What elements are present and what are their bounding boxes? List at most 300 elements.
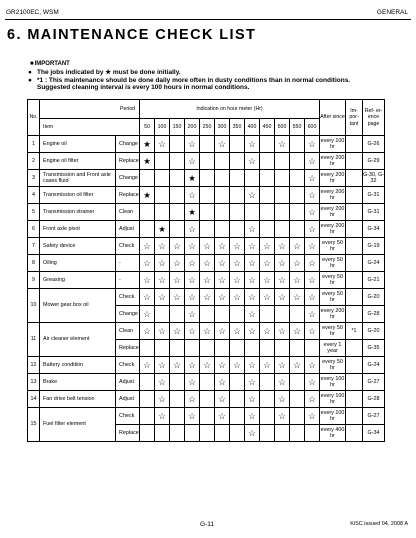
empty-cell [140,425,155,442]
important-note [346,306,363,323]
check-star-icon: ☆ [305,136,320,153]
important-note [346,255,363,272]
check-star-icon: ☆ [185,136,200,153]
table-row [28,255,385,272]
empty-cell [305,340,320,357]
important-note [346,289,363,306]
empty-cell [170,187,185,204]
check-star-icon: ☆ [155,136,170,153]
header-hour: 250 [200,119,215,136]
check-star-icon: ☆ [185,221,200,238]
reference-page: G-24 [363,357,385,374]
reference-page: G-34 [363,221,385,238]
header-hour: 400 [245,119,260,136]
empty-cell [215,170,230,187]
check-star-icon: ☆ [200,357,215,374]
empty-cell [230,204,245,221]
important-note [346,357,363,374]
empty-cell [290,204,305,221]
row-number: 7 [28,238,40,255]
interval: every 100 hr [320,408,346,425]
empty-cell [170,374,185,391]
check-star-icon: ☆ [305,357,320,374]
check-star-icon: ☆ [305,306,320,323]
initial-star-icon: ★ [140,187,155,204]
check-star-icon: ☆ [260,238,275,255]
check-star-icon: ☆ [245,255,260,272]
note-text: Suggested cleaning interval is every 100 hours in normal conditions. [37,84,250,91]
important-note [346,408,363,425]
empty-cell [230,221,245,238]
empty-cell [275,340,290,357]
check-star-icon: ☆ [185,357,200,374]
row-number: 12 [28,357,40,374]
check-star-icon: ☆ [275,374,290,391]
check-star-icon: ☆ [230,255,245,272]
empty-cell [230,187,245,204]
empty-cell [200,306,215,323]
important-note: *1 [346,323,363,340]
important-note [346,187,363,204]
header-reference: Ref- er- ence page [363,100,385,136]
empty-cell [230,153,245,170]
table-row [28,323,385,340]
empty-cell [185,425,200,442]
empty-cell [140,408,155,425]
empty-cell [230,374,245,391]
action: Change [116,170,140,187]
check-star-icon: ☆ [170,255,185,272]
check-star-icon: ☆ [290,289,305,306]
check-star-icon: ☆ [260,255,275,272]
empty-cell [230,408,245,425]
reference-page: G-26 [363,136,385,153]
empty-cell [260,136,275,153]
header-rule [5,19,411,20]
header-period: Period [40,100,140,119]
empty-cell [260,204,275,221]
header-hour: 50 [140,119,155,136]
important-note [346,272,363,289]
empty-cell [200,170,215,187]
empty-cell [260,153,275,170]
empty-cell [260,425,275,442]
check-star-icon: ☆ [305,255,320,272]
initial-star-icon: ★ [185,170,200,187]
header-item: Item [40,119,140,136]
interval: every 50 hr [320,272,346,289]
empty-cell [290,391,305,408]
action: Replace [116,187,140,204]
empty-cell [275,153,290,170]
check-star-icon: ☆ [140,306,155,323]
check-star-icon: ☆ [275,408,290,425]
empty-cell [290,136,305,153]
reference-page: G-35 [363,340,385,357]
check-star-icon: ☆ [245,136,260,153]
reference-page: G-31 [363,204,385,221]
empty-cell [155,306,170,323]
item-name: Fan drive belt tension [40,391,116,408]
header-hour: 300 [215,119,230,136]
reference-page: G-30, G-32 [363,170,385,187]
important-note [346,238,363,255]
reference-page: G-20 [363,289,385,306]
check-star-icon: ☆ [185,272,200,289]
check-star-icon: ☆ [260,323,275,340]
empty-cell [245,340,260,357]
important-note [346,221,363,238]
reference-page: G-19 [363,238,385,255]
action: Check [116,357,140,374]
empty-cell [170,408,185,425]
row-number: 9 [28,272,40,289]
interval: every 100 hr [320,391,346,408]
check-star-icon: ☆ [245,221,260,238]
empty-cell [170,204,185,221]
check-star-icon: ☆ [245,289,260,306]
check-star-icon: ☆ [170,289,185,306]
interval: every 50 hr [320,255,346,272]
note-text: The jobs indicated by ★ must be done initially. [37,69,181,76]
row-number: 13 [28,374,40,391]
check-star-icon: ☆ [305,323,320,340]
action: - [116,272,140,289]
check-star-icon: ☆ [245,306,260,323]
check-star-icon: ☆ [290,255,305,272]
initial-star-icon: ★ [140,153,155,170]
check-star-icon: ☆ [200,238,215,255]
check-star-icon: ☆ [230,357,245,374]
empty-cell [215,204,230,221]
item-name: Transmission strainer [40,204,116,221]
check-star-icon: ☆ [290,357,305,374]
check-star-icon: ☆ [305,289,320,306]
check-star-icon: ☆ [185,255,200,272]
initial-star-icon: ★ [185,204,200,221]
check-star-icon: ☆ [305,374,320,391]
empty-cell [200,221,215,238]
table-row [28,136,385,153]
interval: every 200 hr [320,306,346,323]
check-star-icon: ☆ [215,408,230,425]
interval: every 200 hr [320,170,346,187]
issue-note: KiSC issued 04, 2008 A [350,521,408,527]
table-body [28,136,385,442]
important-note [346,425,363,442]
check-star-icon: ☆ [305,272,320,289]
empty-cell [215,306,230,323]
empty-cell [215,187,230,204]
check-star-icon: ☆ [200,255,215,272]
check-star-icon: ☆ [200,289,215,306]
check-star-icon: ☆ [245,408,260,425]
check-star-icon: ☆ [155,357,170,374]
empty-cell [140,374,155,391]
check-star-icon: ☆ [275,255,290,272]
important-note [346,170,363,187]
interval: every 50 hr [320,323,346,340]
empty-cell [200,136,215,153]
empty-cell [155,187,170,204]
item-name: Battery condition [40,357,116,374]
empty-cell [200,408,215,425]
check-star-icon: ☆ [155,408,170,425]
empty-cell [170,391,185,408]
row-number: 6 [28,221,40,238]
item-name: Mower gear box oil [40,289,116,323]
header-section: GENERAL [376,9,408,16]
interval: every 200 hr [320,204,346,221]
header-hour: 500 [275,119,290,136]
empty-cell [140,340,155,357]
initial-star-icon: ★ [155,221,170,238]
header-hour: 200 [185,119,200,136]
empty-cell [140,221,155,238]
empty-cell [200,374,215,391]
check-star-icon: ☆ [170,323,185,340]
reference-page: G-29 [363,153,385,170]
check-star-icon: ☆ [140,272,155,289]
page-number: G-11 [200,521,214,528]
empty-cell [275,170,290,187]
check-star-icon: ☆ [200,323,215,340]
empty-cell [275,204,290,221]
check-star-icon: ☆ [260,357,275,374]
empty-cell [245,204,260,221]
table-row [28,153,385,170]
check-star-icon: ☆ [245,238,260,255]
empty-cell [260,187,275,204]
empty-cell [290,408,305,425]
empty-cell [275,306,290,323]
interval: every 50 hr [320,289,346,306]
table-row [28,187,385,204]
bullet-icon: ● [28,69,32,76]
interval: every 100 hr [320,374,346,391]
important-note [346,340,363,357]
check-star-icon: ☆ [155,255,170,272]
empty-cell [185,340,200,357]
empty-cell [155,425,170,442]
empty-cell [260,306,275,323]
row-number: 1 [28,136,40,153]
check-star-icon: ☆ [185,408,200,425]
reference-page: G-20 [363,323,385,340]
interval: every 200 hr [320,153,346,170]
header-hour: 550 [290,119,305,136]
check-star-icon: ☆ [245,391,260,408]
reference-page: G-27 [363,374,385,391]
item-name: Front axle pivot [40,221,116,238]
action: Adjust [116,391,140,408]
important-note [346,136,363,153]
check-star-icon: ☆ [185,306,200,323]
empty-cell [260,391,275,408]
check-star-icon: ☆ [140,238,155,255]
item-name: Brake [40,374,116,391]
check-star-icon: ☆ [230,289,245,306]
check-star-icon: ☆ [170,272,185,289]
check-star-icon: ☆ [305,238,320,255]
check-star-icon: ☆ [215,391,230,408]
check-star-icon: ☆ [155,272,170,289]
table-row [28,272,385,289]
check-star-icon: ☆ [215,323,230,340]
action: Change [116,306,140,323]
check-star-icon: ☆ [200,272,215,289]
check-star-icon: ☆ [230,272,245,289]
check-star-icon: ☆ [260,289,275,306]
check-star-icon: ☆ [170,238,185,255]
header-no: No. [28,100,40,136]
empty-cell [230,136,245,153]
row-number: 5 [28,204,40,221]
check-star-icon: ☆ [185,289,200,306]
check-star-icon: ☆ [305,408,320,425]
check-star-icon: ☆ [155,323,170,340]
check-star-icon: ☆ [185,374,200,391]
action: Clean [116,204,140,221]
check-star-icon: ☆ [275,289,290,306]
check-star-icon: ☆ [185,187,200,204]
check-star-icon: ☆ [275,391,290,408]
check-star-icon: ☆ [215,136,230,153]
action: Replace [116,425,140,442]
empty-cell [290,187,305,204]
action: Check [116,289,140,306]
row-number: 11 [28,323,40,357]
table-row [28,204,385,221]
check-star-icon: ☆ [305,391,320,408]
check-star-icon: ☆ [215,255,230,272]
check-star-icon: ☆ [245,187,260,204]
check-star-icon: ☆ [155,289,170,306]
check-star-icon: ☆ [275,272,290,289]
header-hour: 100 [155,119,170,136]
important-note [346,153,363,170]
check-star-icon: ☆ [290,238,305,255]
row-number: 14 [28,391,40,408]
interval: every 50 hr [320,238,346,255]
empty-cell [140,170,155,187]
action: Change [116,136,140,153]
empty-cell [155,153,170,170]
action: Replace [116,153,140,170]
empty-cell [230,170,245,187]
empty-cell [140,391,155,408]
empty-cell [260,170,275,187]
table-row [28,170,385,187]
table-row [28,357,385,374]
row-number: 15 [28,408,40,442]
row-number: 10 [28,289,40,323]
empty-cell [245,170,260,187]
check-star-icon: ☆ [215,289,230,306]
header-model: GR2100EC, WSM [6,9,59,16]
note-text: *1 : This maintenance should be done daily more often in dusty conditions than in normal conditions. [37,77,351,84]
check-star-icon: ☆ [305,221,320,238]
empty-cell [170,306,185,323]
page-title: 6. MAINTENANCE CHECK LIST [7,27,257,43]
item-name: Oiling [40,255,116,272]
item-name: Air cleaner element [40,323,116,357]
check-star-icon: ☆ [230,323,245,340]
check-star-icon: ☆ [275,323,290,340]
check-star-icon: ☆ [245,357,260,374]
item-name: Fuel filter element [40,408,116,442]
check-star-icon: ☆ [260,272,275,289]
empty-cell [215,221,230,238]
check-star-icon: ☆ [245,374,260,391]
check-star-icon: ☆ [275,357,290,374]
item-name: Transmission and Front axle cases fluid [40,170,116,187]
empty-cell [170,425,185,442]
empty-cell [290,425,305,442]
check-star-icon: ☆ [140,357,155,374]
header-hour: 600 [305,119,320,136]
empty-cell [170,153,185,170]
empty-cell [260,408,275,425]
empty-cell [290,340,305,357]
note-initial-jobs [28,68,181,76]
empty-cell [155,204,170,221]
check-star-icon: ☆ [140,255,155,272]
reference-page: G-27 [363,408,385,425]
empty-cell [260,221,275,238]
check-star-icon: ☆ [185,153,200,170]
empty-cell [200,340,215,357]
action: Adjust [116,221,140,238]
item-name: Safety device [40,238,116,255]
empty-cell [215,425,230,442]
check-star-icon: ☆ [275,136,290,153]
empty-cell [290,306,305,323]
header-indication: Indication on hour meter (Hr) [140,100,320,119]
important-note [346,204,363,221]
empty-cell [215,340,230,357]
action: Clean [116,323,140,340]
empty-cell [290,221,305,238]
check-star-icon: ☆ [155,238,170,255]
empty-cell [275,425,290,442]
action: Adjust [116,374,140,391]
important-label: ■ IMPORTANT [30,61,70,67]
empty-cell [200,425,215,442]
check-star-icon: ☆ [305,153,320,170]
check-star-icon: ☆ [215,238,230,255]
reference-page: G-28 [363,391,385,408]
check-star-icon: ☆ [170,357,185,374]
empty-cell [170,221,185,238]
empty-cell [170,340,185,357]
interval: every 100 hr [320,136,346,153]
empty-cell [230,425,245,442]
interval: every 1 year [320,340,346,357]
check-star-icon: ☆ [290,272,305,289]
item-name: Transmission oil filter [40,187,116,204]
reference-page: G-21 [363,272,385,289]
check-star-icon: ☆ [155,391,170,408]
empty-cell [200,153,215,170]
empty-cell [260,374,275,391]
row-number: 4 [28,187,40,204]
empty-cell [230,306,245,323]
check-star-icon: ☆ [245,153,260,170]
check-star-icon: ☆ [215,357,230,374]
item-name: Engine oil [40,136,116,153]
reference-page: G-28 [363,306,385,323]
